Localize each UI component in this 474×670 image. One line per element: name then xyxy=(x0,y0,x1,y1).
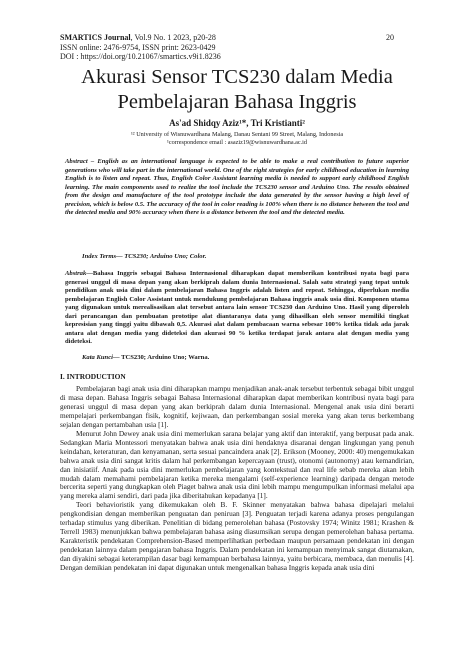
body-paragraph: Menurut John Dewey anak usia dini memerlukan sarana belajar yang aktif dan interaktif, yang berpusat pada anak. Sedangkan Maria Montessori menyatakan bahwa anak usia dini hendaknya disaranai dengan lingkungan yang penuh keindahan, keteraturan, dan kenyamanan, serta sesuai pancaindera anak [2]. Erikson (Mooney, 2000: 40) mengemukakan bahwa anak usia dini sangat kritis dalam hal perkembangan kepercayaan (trust), otonomi (autonomy) atau kemandirian, dan inisiatiif. Anak pada usia dini memerlukan pembelajaran yang kontekstual dan real life sebab mereka akan lebih mudah dalam memahami pembelajaran ketika mereka mengalami (self-experience learning) daripada dengan metode bercerita seperti yang dungkapkan oleh Piaget bahwa anak usia dini lebih mampu mengumpulkan informasi melalui apa yang mereka alami sendiri, dari pada jika diberitahukan kepadanya [1]. xyxy=(60,428,414,501)
issn-line: ISSN online: 2476-9754, ISSN print: 2623-0429 xyxy=(60,42,216,52)
abstract-indonesian xyxy=(65,270,409,347)
index-terms: Index Terms— TCS230; Arduino Uno; Color. xyxy=(82,253,207,260)
section-heading-introduction: I. INTRODUCTION xyxy=(60,372,126,381)
body-paragraph: Teori behavioristik yang dikemukakan oleh B. F. Skinner menyatakan bahwa bahasa dipelajari melalui pengkondisian dengan memberikan penguatan dan peniruan [3]. Penguatan terjadi karena adanya proses pengulangan terhadap stimulus yang diberikan. Penelitian di bidang pemerolehan bahasa (Postovsky 1974; Winitz 1981; Krashen & Terrell 1983) menunjukkan bahwa pembelajaran bahasa asing diasumsikan serupa dengan pemerolehan bahasa pertama. Karakteristik pendekatan Comprehension-Based memperlihatkan perbedaan maupun persamaan pendekatan ini dengan pendekatan lainnya dalam pengajaran bahasa Inggris. Dalam pendekatan ini kemampuan menyimak sangat diutamakan, dan diyakini sebagai keterampilan dasar bagi kemampuan berbahasa lainnya, yaitu berbicara, membaca, dan menulis [4]. Dengan demikian pendekatan ini dapat digunakan untuk mengenalkan bahasa Inggris kepada anak usia dini xyxy=(60,500,414,573)
introduction-body xyxy=(60,385,414,573)
doi-line[interactable]: DOI : https://doi.org/10.21067/smartics.v9i1.8236 xyxy=(60,52,221,62)
abstrak-label: Abstrak xyxy=(65,270,87,277)
kata-kunci-label: Kata Kunci— xyxy=(82,354,120,361)
journal-name: SMARTICS Journal xyxy=(60,33,131,42)
journal-header xyxy=(60,33,410,62)
abstract-english: Abstract – English as an international language is expected to be able to make a real contribution to future superior generations who will take part in the international world. One of the right strategies for early childhood education in learning English is to listen and repeat. Thus, English Color Assistant learning media is needed to support early childhood English learning. The main components used to realize the tool include the TCS230 sensor and Arduino Uno. The results obtained from the design and manufacture of the tool prototype include the data generated by the sensor having a high level of precision, which is below 0.5. The accuracy of the tool in color reading is 100% when there is no distance between the tool and the detected media and 90% accuracy when there is a distance between the tool and the detected media. xyxy=(65,158,409,216)
volume-info: , Vol.9 No. 1 2023, p20-28 xyxy=(130,33,216,42)
body-paragraph: Pembelajaran bagi anak usia dini diharapkan mampu menjadikan anak-anak tersebut terbentuk sebagai bibit unggul di masa depan. Bahasa Inggris sebagai Bahasa Internasional diharapkan dapat memberikan kontribusi nyata bagi para generasi unggul di masa depan yang akan berkiprah dalam dunia Internasional. Mengenal anak usia dini berarti mempelajari perkembangan fisik, kognitif, kejiwaan, dan perkembangan sosial mereka yang akan terus berkembang sejalan dengan pertambahan usia [1]. xyxy=(60,384,414,429)
affiliation-block xyxy=(40,131,434,147)
page-number: 20 xyxy=(386,33,394,42)
affiliation-address: ¹² University of Wisnuwardhana Malang, Danau Sentani 99 Street, Malang, Indonesia xyxy=(130,131,344,138)
kata-kunci-value: TCS230; Arduino Uno; Warna. xyxy=(119,354,210,361)
paper-title: Akurasi Sensor TCS230 dalam Media Pembelajaran Bahasa Inggris xyxy=(81,66,393,113)
author-line: As'ad Shidqy Aziz¹*, Tri Kristianti² xyxy=(169,118,305,128)
kata-kunci xyxy=(82,354,209,361)
abstrak-text: —Bahasa Inggris sebagai Bahasa Internasional diharapkan dapat memberikan kontribusi nyata bagi para generasi unggul di masa depan yang akan berkiprah dalam dunia Internasional. Salah satu strategi yang tepat untuk pendidikan anak usia dini dalam pembelajaran Bahasa Inggris adalah listen and repeat. Sehingga, diperlukan media pembelajaran English Color Assistant untuk mendukung pembelajaran Bahasa inggris anak usia dini. Komponen utama yang digunakan untuk merealisasikan alat tersebut antara lain sensor TCS230 dan Arduino Uno. Hasil yang diperoleh dari perancangan dan pembuatan prototipe alat diantaranya data yang dihasilkan oleh sensor memiliki tingkat kepresisian yang tinggi yaitu dibawah 0,5. Akurasi alat dalam pembacaan warna sebesar 100% ketika tidak ada jarak antara alat dengan media yang dideteksi dan akurasi 90 % ketika terdapat jarak antara alat dengan media yang dideteksi. xyxy=(65,270,409,345)
correspondence-email[interactable]: ¹correspondence email : asaziz19@wisnuwardhana.ac.id xyxy=(166,139,307,146)
journal-citation-line xyxy=(60,33,410,43)
